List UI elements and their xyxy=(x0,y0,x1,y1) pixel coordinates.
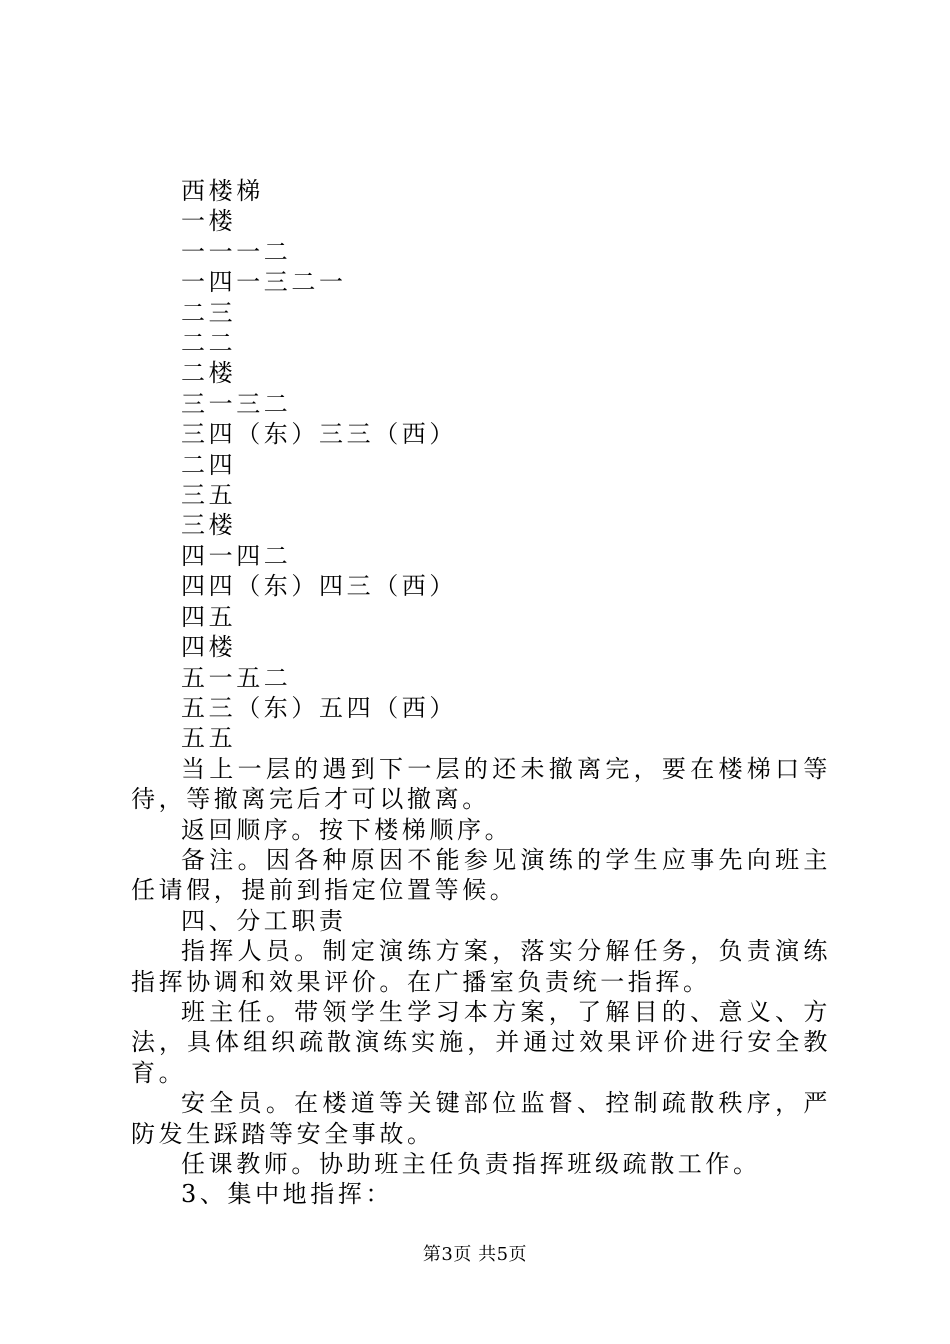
text-line: 二四 xyxy=(181,450,237,479)
text-line: 三四（东）三三（西） xyxy=(181,420,457,449)
paragraph: 返回顺序。按下楼梯顺序。 xyxy=(181,815,513,844)
paragraph: 3、集中地指挥： xyxy=(181,1180,394,1209)
text-line: 三五 xyxy=(181,481,237,510)
section-heading: 四、分工职责 xyxy=(181,906,347,935)
text-line: 一楼 xyxy=(181,207,237,236)
text-line: 五五 xyxy=(181,724,237,753)
text-line: 一四一三二一 xyxy=(181,268,347,297)
text-line: 四四（东）四三（西） xyxy=(181,572,457,601)
document-body xyxy=(131,176,831,1210)
text-line: 五三（东）五四（西） xyxy=(181,693,457,722)
text-line: 三一三二 xyxy=(181,389,292,418)
text-line: 西楼梯 xyxy=(181,177,264,205)
paragraph: 指挥人员。制定演练方案，落实分解任务，负责演练指挥协调和效果评价。在广播室负责统一指挥。 xyxy=(131,937,831,996)
paragraph: 安全员。在楼道等关键部位监督、控制疏散秩序，严防发生踩踏等安全事故。 xyxy=(131,1089,831,1148)
paragraph: 当上一层的遇到下一层的还未撤离完，要在楼梯口等待，等撤离完后才可以撤离。 xyxy=(131,754,831,814)
text-line: 四一四二 xyxy=(181,541,292,570)
text-line: 二楼 xyxy=(181,359,237,388)
text-line: 一一一二 xyxy=(181,237,292,266)
text-line: 四楼 xyxy=(181,633,237,662)
paragraph: 任课教师。协助班主任负责指挥班级疏散工作。 xyxy=(181,1150,761,1178)
text-line: 二二 xyxy=(181,329,237,358)
text-line: 三楼 xyxy=(181,511,237,540)
paragraph: 备注。因各种原因不能参见演练的学生应事先向班主任请假，提前到指定位置等候。 xyxy=(131,845,831,905)
page-number-footer: 第3页 共5页 xyxy=(422,1244,528,1265)
text-line: 二三 xyxy=(181,298,237,327)
text-line: 四五 xyxy=(181,602,237,631)
paragraph: 班主任。带领学生学习本方案，了解目的、意义、方法，具体组织疏散演练实施，并通过效果评价进行安全教育。 xyxy=(131,997,831,1087)
text-line: 五一五二 xyxy=(181,663,292,692)
